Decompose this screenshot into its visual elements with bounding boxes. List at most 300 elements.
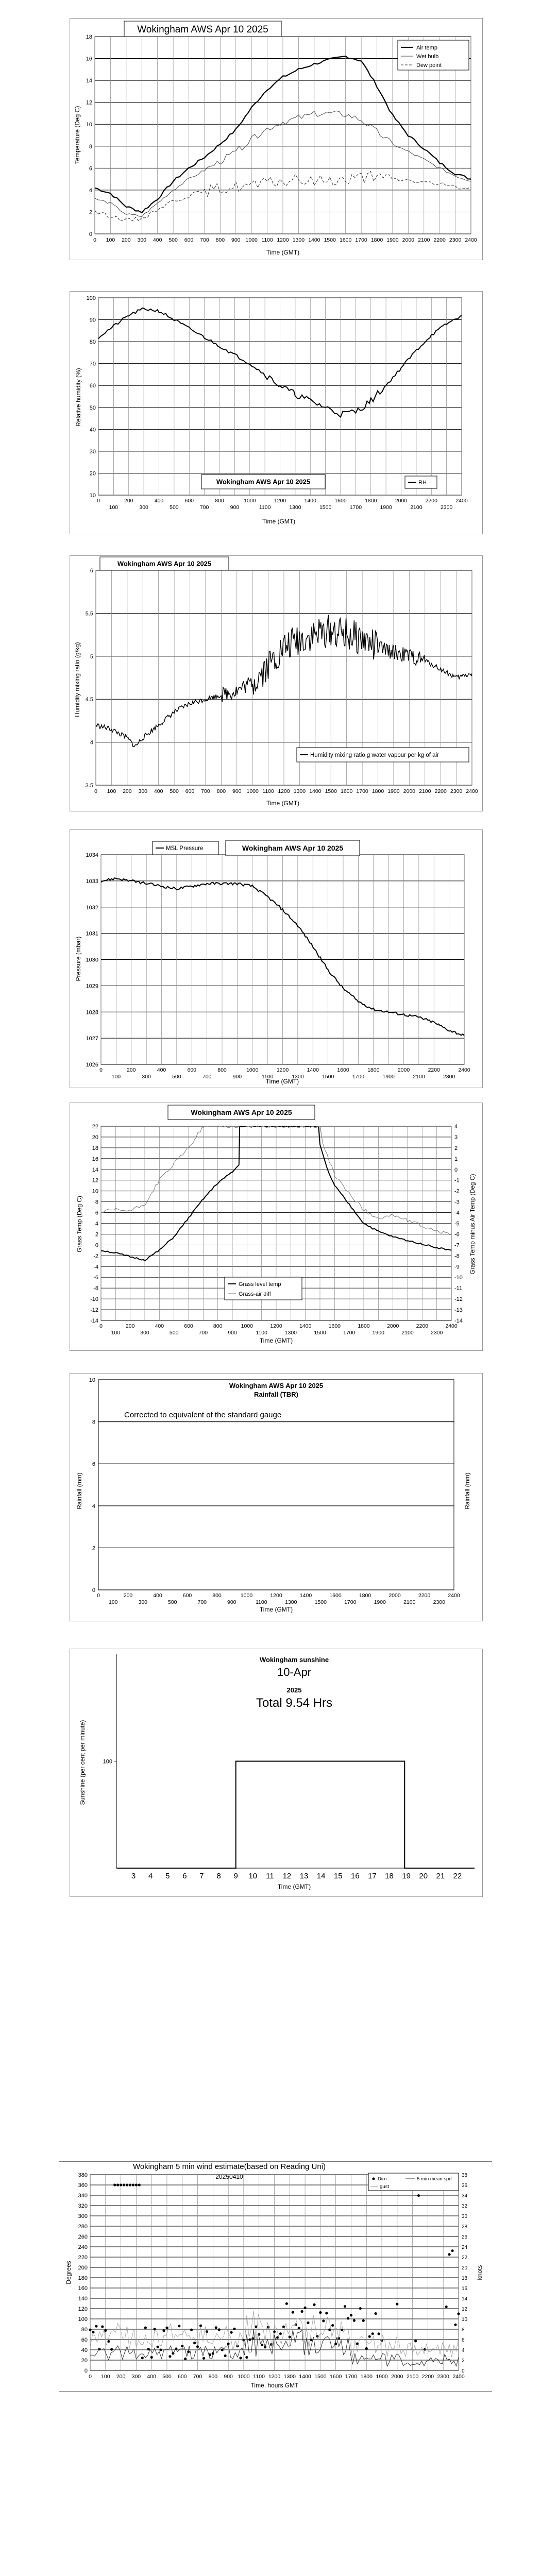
x-tick-label: 2300 bbox=[450, 788, 463, 794]
sunshine-chart bbox=[70, 1649, 482, 1896]
grass-temp-chart-panel bbox=[70, 1103, 483, 1351]
y-tick-label: 60 bbox=[89, 383, 96, 389]
x-tick-label: 1600 bbox=[329, 2374, 342, 2380]
wind-direction-point bbox=[289, 2335, 291, 2338]
x-tick-label: 400 bbox=[154, 498, 164, 504]
x-tick-label: 2200 bbox=[434, 788, 447, 794]
x-tick-label: 1500 bbox=[314, 1330, 326, 1336]
legend-label: Wet bulb bbox=[416, 54, 439, 60]
x-tick-label: 1200 bbox=[274, 498, 286, 504]
x-tick-label: 1600 bbox=[328, 1323, 341, 1329]
y-tick-label: 50 bbox=[89, 404, 96, 411]
legend-label: Grass level temp bbox=[239, 1281, 281, 1287]
y-tick-label: 6 bbox=[95, 1210, 98, 1216]
x-tick-label: 1300 bbox=[292, 237, 305, 243]
x-tick-label: 900 bbox=[228, 1330, 237, 1336]
wind-direction-point bbox=[245, 2356, 248, 2359]
legend-label: Dirn bbox=[378, 2176, 387, 2182]
x-axis-label: Time (GMT) bbox=[277, 1883, 311, 1890]
x-tick-label: 2300 bbox=[440, 504, 453, 511]
legend-label: RH bbox=[418, 480, 427, 486]
x-tick-label: 0 bbox=[97, 498, 100, 504]
y-tick-label: 320 bbox=[78, 2203, 88, 2209]
x-tick-label: 2100 bbox=[406, 2374, 419, 2380]
x-tick-label: 3 bbox=[131, 1872, 136, 1880]
y-tick-label: 14 bbox=[86, 78, 92, 84]
x-tick-label: 800 bbox=[215, 237, 225, 243]
y2-tick-label: 22 bbox=[462, 2255, 468, 2261]
y2-tick-label: 38 bbox=[462, 2173, 468, 2178]
y2-tick-label: 28 bbox=[462, 2224, 468, 2230]
x-tick-label: 1400 bbox=[299, 1323, 312, 1329]
wind-direction-point bbox=[325, 2312, 328, 2314]
y-tick-label: 1027 bbox=[86, 1036, 98, 1042]
y-tick-label: 18 bbox=[86, 34, 92, 40]
wind-direction-point bbox=[159, 2348, 162, 2351]
pressure-chart bbox=[70, 830, 482, 1088]
y-tick-label: 10 bbox=[89, 1377, 95, 1383]
y-tick-label: -12 bbox=[90, 1307, 98, 1314]
humidity-chart-panel bbox=[70, 291, 483, 534]
wind-direction-point bbox=[248, 2338, 251, 2341]
wind-direction-point bbox=[113, 2183, 116, 2186]
x-tick-label: 2000 bbox=[395, 498, 408, 504]
x-tick-label: 1800 bbox=[360, 2374, 373, 2380]
wind-direction-point bbox=[116, 2183, 119, 2186]
wind-direction-point bbox=[123, 2183, 125, 2186]
x-tick-label: 300 bbox=[131, 2374, 141, 2380]
x-tick-label: 100 bbox=[108, 1599, 118, 1605]
wind-direction-point bbox=[301, 2310, 303, 2313]
wind-direction-point bbox=[101, 2325, 104, 2328]
x-tick-label: 400 bbox=[147, 2374, 156, 2380]
y-tick-label: 100 bbox=[86, 295, 96, 301]
x-tick-label: 200 bbox=[122, 237, 131, 243]
wind-direction-point bbox=[285, 2302, 288, 2305]
wind-direction-point bbox=[331, 2324, 334, 2327]
x-tick-label: 400 bbox=[155, 1323, 164, 1329]
x-tick-label: 1000 bbox=[241, 1323, 253, 1329]
y2-tick-label: -1 bbox=[454, 1177, 460, 1184]
legend-label: Humidity mixing ratio g water vapour per kg of air bbox=[310, 752, 439, 758]
x-axis-label: Time (GMT) bbox=[259, 1337, 293, 1344]
x-tick-label: 2100 bbox=[403, 1599, 416, 1605]
x-tick-label: 200 bbox=[124, 498, 133, 504]
y-axis-label: Relative humidity (%) bbox=[75, 368, 82, 427]
grass-temp-chart bbox=[70, 1103, 482, 1350]
x-tick-label: 600 bbox=[184, 1323, 193, 1329]
wind-direction-point bbox=[282, 2326, 285, 2328]
wind-direction-point bbox=[304, 2307, 307, 2309]
y2-tick-label: 34 bbox=[462, 2193, 468, 2199]
y2-tick-label: 20 bbox=[462, 2265, 468, 2271]
x-tick-label: 200 bbox=[116, 2374, 126, 2380]
wind-direction-point bbox=[292, 2311, 294, 2314]
x-tick-label: 1200 bbox=[268, 2374, 281, 2380]
x-tick-label: 600 bbox=[185, 788, 195, 794]
y-axis-label: Rainfall (mm) bbox=[76, 1472, 83, 1510]
sunshine-chart-panel bbox=[70, 1649, 483, 1897]
wind-direction-point bbox=[202, 2357, 205, 2360]
x-tick-label: 0 bbox=[97, 1592, 100, 1599]
x-tick-label: 1400 bbox=[308, 237, 320, 243]
y-tick-label: 20 bbox=[89, 470, 96, 477]
x-tick-label: 800 bbox=[212, 1592, 222, 1599]
year-label: 2025 bbox=[286, 1686, 302, 1694]
y2-tick-label: -4 bbox=[454, 1210, 460, 1216]
x-tick-label: 14 bbox=[316, 1872, 326, 1880]
y2-tick-label: 18 bbox=[462, 2276, 468, 2281]
y2-tick-label: -2 bbox=[454, 1188, 460, 1195]
legend-swatch bbox=[372, 2177, 375, 2180]
legend-label: 5 min mean spd bbox=[417, 2176, 452, 2182]
y-axis-label: Pressure (mbar) bbox=[75, 936, 82, 981]
y-tick-label: 16 bbox=[92, 1156, 98, 1162]
x-tick-label: 1100 bbox=[253, 2374, 265, 2380]
x-tick-label: 1500 bbox=[314, 2374, 327, 2380]
y-axis-label: Degrees bbox=[65, 2261, 72, 2284]
x-tick-label: 2300 bbox=[443, 1074, 455, 1080]
y-tick-label: 100 bbox=[103, 1758, 112, 1765]
chart-title: Wokingham AWS Apr 10 2025 bbox=[117, 560, 212, 568]
wind-direction-point bbox=[215, 2326, 217, 2329]
wind-direction-point bbox=[129, 2183, 131, 2186]
x-tick-label: 800 bbox=[217, 1067, 227, 1073]
x-tick-label: 1600 bbox=[339, 237, 352, 243]
y-tick-label: -14 bbox=[90, 1318, 98, 1324]
y-axis-label: Humidity mixing ratio (g/kg) bbox=[74, 642, 81, 717]
x-tick-label: 2100 bbox=[419, 788, 431, 794]
x-tick-label: 1900 bbox=[372, 1330, 385, 1336]
x-tick-label: 700 bbox=[197, 1599, 207, 1605]
wind-chart-panel bbox=[59, 2161, 492, 2392]
y2-tick-label: 36 bbox=[462, 2183, 468, 2189]
x-axis-label: Time (GMT) bbox=[262, 518, 296, 525]
y2-tick-label: -14 bbox=[454, 1318, 463, 1324]
y2-tick-label: 4 bbox=[462, 2348, 465, 2353]
wind-direction-point bbox=[104, 2329, 107, 2332]
wind-direction-point bbox=[279, 2332, 282, 2335]
x-tick-label: 1300 bbox=[285, 1599, 297, 1605]
y2-tick-label: 2 bbox=[462, 2358, 465, 2364]
y-tick-label: 20 bbox=[92, 1134, 98, 1141]
x-tick-label: 300 bbox=[139, 504, 148, 511]
y2-tick-label: -10 bbox=[454, 1275, 463, 1281]
x-tick-label: 1000 bbox=[245, 237, 258, 243]
x-tick-label: 11 bbox=[266, 1872, 274, 1880]
x-tick-label: 1800 bbox=[371, 788, 384, 794]
wind-direction-point bbox=[154, 2328, 156, 2330]
x-tick-label: 1600 bbox=[329, 1592, 342, 1599]
y2-tick-label: -12 bbox=[454, 1296, 463, 1303]
y2-tick-label: 8 bbox=[462, 2327, 465, 2333]
wind-direction-point bbox=[181, 2345, 183, 2347]
x-tick-label: 1200 bbox=[278, 788, 290, 794]
wind-direction-point bbox=[230, 2331, 233, 2334]
x-tick-label: 2100 bbox=[410, 504, 422, 511]
x-tick-label: 500 bbox=[172, 1074, 181, 1080]
wind-direction-point bbox=[120, 2183, 122, 2186]
x-tick-label: 2400 bbox=[448, 1592, 460, 1599]
x-tick-label: 2300 bbox=[437, 2374, 449, 2380]
x-tick-label: 1300 bbox=[283, 2374, 296, 2380]
y-tick-label: 8 bbox=[95, 1199, 98, 1206]
chart-title: Wokingham AWS Apr 10 2025 bbox=[191, 1108, 292, 1117]
x-tick-label: 0 bbox=[93, 237, 96, 243]
x-tick-label: 2200 bbox=[418, 1592, 431, 1599]
x-tick-label: 1900 bbox=[374, 1599, 386, 1605]
wind-direction-point bbox=[95, 2325, 97, 2328]
x-tick-label: 2000 bbox=[403, 788, 416, 794]
y-tick-label: 1029 bbox=[86, 983, 98, 990]
x-tick-label: 2400 bbox=[455, 498, 468, 504]
y-axis-label: Temperature (Deg C) bbox=[74, 106, 81, 164]
x-tick-label: 2400 bbox=[452, 2374, 465, 2380]
wind-direction-point bbox=[380, 2339, 383, 2342]
wind-direction-point bbox=[89, 2329, 91, 2331]
y-tick-label: 220 bbox=[78, 2255, 88, 2261]
wind-direction-point bbox=[261, 2344, 263, 2346]
x-tick-label: 6 bbox=[182, 1872, 187, 1880]
y-axis-label: Sunshine (per cent per minute) bbox=[79, 1720, 86, 1805]
x-tick-label: 700 bbox=[201, 788, 210, 794]
x-tick-label: 2100 bbox=[418, 237, 430, 243]
x-tick-label: 100 bbox=[109, 504, 119, 511]
x-tick-label: 1200 bbox=[270, 1323, 282, 1329]
x-tick-label: 2000 bbox=[397, 1067, 410, 1073]
x-tick-label: 1700 bbox=[356, 788, 368, 794]
y-tick-label: 6 bbox=[89, 165, 92, 172]
x-tick-label: 2400 bbox=[465, 237, 477, 243]
chart-title: Wokingham AWS Apr 10 2025 bbox=[242, 844, 344, 853]
x-tick-label: 500 bbox=[170, 788, 179, 794]
x-tick-label: 1500 bbox=[325, 788, 337, 794]
wind-direction-point bbox=[396, 2303, 398, 2306]
x-axis-label: Time (GMT) bbox=[265, 1078, 299, 1085]
x-tick-label: 1000 bbox=[244, 498, 256, 504]
x-tick-label: 9 bbox=[233, 1872, 238, 1880]
x-tick-label: 1600 bbox=[334, 498, 347, 504]
y-tick-label: 5.5 bbox=[85, 611, 93, 617]
y2-tick-label: 30 bbox=[462, 2214, 468, 2219]
y2-tick-label: -9 bbox=[454, 1264, 460, 1270]
x-tick-label: 800 bbox=[215, 498, 224, 504]
x-tick-label: 1300 bbox=[284, 1330, 297, 1336]
x-tick-label: 400 bbox=[157, 1067, 166, 1073]
wind-direction-point bbox=[162, 2329, 165, 2332]
x-tick-label: 600 bbox=[184, 498, 194, 504]
x-tick-label: 1500 bbox=[319, 504, 332, 511]
y-tick-label: 80 bbox=[89, 339, 96, 346]
x-tick-label: 2300 bbox=[449, 237, 462, 243]
x-tick-label: 700 bbox=[200, 237, 209, 243]
wind-direction-point bbox=[157, 2346, 159, 2348]
wind-direction-point bbox=[184, 2358, 187, 2360]
y-tick-label: -6 bbox=[93, 1275, 98, 1281]
wind-direction-point bbox=[132, 2183, 134, 2186]
x-tick-label: 1200 bbox=[277, 237, 289, 243]
x-tick-label: 300 bbox=[137, 237, 147, 243]
y2-tick-label: 12 bbox=[462, 2307, 468, 2312]
x-tick-label: 1900 bbox=[380, 504, 392, 511]
y2-tick-label: -5 bbox=[454, 1221, 460, 1227]
x-tick-label: 500 bbox=[168, 237, 178, 243]
wind-direction-point bbox=[371, 2332, 374, 2335]
x-tick-label: 18 bbox=[385, 1872, 394, 1880]
x-tick-label: 700 bbox=[193, 2374, 202, 2380]
y2-tick-label: 6 bbox=[462, 2337, 465, 2343]
y-tick-label: 160 bbox=[78, 2285, 88, 2292]
wind-direction-point bbox=[454, 2324, 457, 2326]
y-tick-label: 300 bbox=[78, 2213, 88, 2219]
x-tick-label: 400 bbox=[154, 788, 163, 794]
wind-direction-point bbox=[362, 2319, 365, 2322]
y-tick-label: 80 bbox=[81, 2327, 88, 2333]
x-tick-label: 900 bbox=[230, 504, 240, 511]
wind-direction-point bbox=[298, 2327, 300, 2329]
x-tick-label: 900 bbox=[232, 788, 242, 794]
x-tick-label: 2100 bbox=[401, 1330, 414, 1336]
wind-direction-point bbox=[344, 2305, 346, 2308]
x-tick-label: 100 bbox=[101, 2374, 110, 2380]
y-tick-label: 12 bbox=[92, 1177, 98, 1184]
chart-annotation: Corrected to equivalent of the standard gauge bbox=[124, 1411, 282, 1419]
series-line-sunshine bbox=[116, 1761, 475, 1869]
wind-direction-point bbox=[190, 2329, 193, 2331]
x-tick-label: 2300 bbox=[433, 1599, 445, 1605]
chart-title: Wokingham AWS Apr 10 2025 bbox=[137, 24, 268, 35]
y-tick-label: 10 bbox=[86, 122, 92, 128]
legend-label: MSL Pressure bbox=[166, 845, 204, 852]
y2-tick-label: 3 bbox=[454, 1134, 458, 1141]
x-tick-label: 1900 bbox=[382, 1074, 395, 1080]
x-tick-label: 700 bbox=[198, 1330, 208, 1336]
y-tick-label: 18 bbox=[92, 1145, 98, 1151]
y-tick-label: 340 bbox=[78, 2193, 88, 2199]
y-tick-label: -8 bbox=[93, 1285, 98, 1292]
x-tick-label: 900 bbox=[227, 1599, 236, 1605]
x-tick-label: 800 bbox=[208, 2374, 218, 2380]
x-tick-label: 1700 bbox=[344, 1599, 357, 1605]
y2-tick-label: 4 bbox=[454, 1124, 458, 1130]
x-tick-label: 1900 bbox=[376, 2374, 388, 2380]
wind-direction-point bbox=[378, 2332, 380, 2335]
x-tick-label: 600 bbox=[182, 1592, 192, 1599]
x-tick-label: 900 bbox=[231, 237, 241, 243]
x-tick-label: 600 bbox=[187, 1067, 197, 1073]
temperature-chart-panel bbox=[70, 18, 483, 260]
y-tick-label: 10 bbox=[89, 493, 96, 499]
x-axis-label: Time, hours GMT bbox=[250, 2382, 299, 2389]
x-tick-label: 200 bbox=[125, 1323, 135, 1329]
x-tick-label: 900 bbox=[232, 1074, 242, 1080]
x-tick-label: 1200 bbox=[276, 1067, 289, 1073]
x-tick-label: 1700 bbox=[349, 504, 362, 511]
wind-direction-point bbox=[138, 2183, 141, 2186]
humidity-chart bbox=[70, 292, 482, 534]
x-tick-label: 19 bbox=[402, 1872, 411, 1880]
y-tick-label: 0 bbox=[92, 1587, 95, 1594]
x-tick-label: 2400 bbox=[458, 1067, 470, 1073]
wind-direction-point bbox=[448, 2253, 451, 2256]
x-tick-label: 21 bbox=[436, 1872, 445, 1880]
y-tick-label: 90 bbox=[89, 317, 96, 324]
x-tick-label: 2200 bbox=[428, 1067, 440, 1073]
y-tick-label: 6 bbox=[92, 1461, 95, 1468]
wind-direction-point bbox=[273, 2330, 276, 2333]
rainfall-chart bbox=[70, 1374, 482, 1621]
chart-subtitle: Rainfall (TBR) bbox=[254, 1391, 298, 1398]
x-tick-label: 0 bbox=[99, 1323, 103, 1329]
x-tick-label: 15 bbox=[333, 1872, 343, 1880]
y-tick-label: -2 bbox=[93, 1253, 98, 1260]
wind-direction-point bbox=[193, 2342, 196, 2344]
y2-tick-label: -6 bbox=[454, 1231, 460, 1238]
wind-direction-point bbox=[221, 2349, 224, 2351]
x-tick-label: 1400 bbox=[309, 788, 322, 794]
x-tick-label: 1500 bbox=[314, 1599, 327, 1605]
wind-direction-point bbox=[368, 2335, 371, 2338]
y-tick-label: 360 bbox=[78, 2182, 88, 2189]
y-tick-label: 120 bbox=[78, 2306, 88, 2312]
y-tick-label: 380 bbox=[78, 2172, 88, 2178]
x-tick-label: 4 bbox=[148, 1872, 153, 1880]
mixing-ratio-chart-panel bbox=[70, 555, 483, 811]
wind-direction-point bbox=[350, 2314, 352, 2316]
wind-direction-point bbox=[307, 2321, 309, 2324]
y-tick-label: 14 bbox=[92, 1166, 98, 1173]
x-tick-label: 700 bbox=[202, 1074, 212, 1080]
wind-direction-point bbox=[356, 2343, 359, 2345]
x-tick-label: 600 bbox=[177, 2374, 187, 2380]
y-tick-label: 60 bbox=[81, 2337, 88, 2343]
y-tick-label: 0 bbox=[95, 1242, 98, 1249]
x-axis-label: Time (GMT) bbox=[259, 1606, 293, 1613]
wind-direction-point bbox=[227, 2343, 230, 2345]
y-tick-label: 0 bbox=[89, 231, 92, 238]
y2-tick-label: 16 bbox=[462, 2286, 468, 2292]
legend-label: Dew point bbox=[416, 62, 442, 69]
x-tick-label: 1100 bbox=[261, 237, 273, 243]
x-tick-label: 1400 bbox=[299, 1592, 312, 1599]
x-tick-label: 1900 bbox=[387, 788, 400, 794]
y-tick-label: 1030 bbox=[86, 957, 98, 963]
x-tick-label: 1500 bbox=[322, 1074, 334, 1080]
wind-direction-point bbox=[365, 2347, 368, 2350]
y2-axis-label: knots bbox=[476, 2265, 483, 2280]
y2-tick-label: 2 bbox=[454, 1145, 458, 1151]
x-tick-label: 0 bbox=[94, 788, 97, 794]
x-tick-label: 2300 bbox=[430, 1330, 443, 1336]
x-axis-label: Time (GMT) bbox=[266, 800, 300, 807]
x-tick-label: 1400 bbox=[307, 1067, 319, 1073]
x-tick-label: 800 bbox=[213, 1323, 223, 1329]
wind-direction-point bbox=[178, 2325, 180, 2327]
y-tick-label: 2 bbox=[89, 209, 92, 216]
x-tick-label: 1800 bbox=[359, 1592, 371, 1599]
x-tick-label: 500 bbox=[169, 1330, 179, 1336]
x-tick-label: 1400 bbox=[299, 2374, 311, 2380]
x-tick-label: 500 bbox=[167, 1599, 177, 1605]
x-tick-label: 20 bbox=[419, 1872, 428, 1880]
x-tick-label: 1300 bbox=[293, 788, 306, 794]
x-tick-label: 1700 bbox=[345, 2374, 358, 2380]
temperature-chart bbox=[70, 19, 482, 260]
legend-label: Air temp bbox=[416, 45, 437, 51]
x-tick-label: 300 bbox=[138, 788, 148, 794]
wind-direction-point bbox=[322, 2319, 325, 2322]
x-tick-label: 1400 bbox=[304, 498, 316, 504]
